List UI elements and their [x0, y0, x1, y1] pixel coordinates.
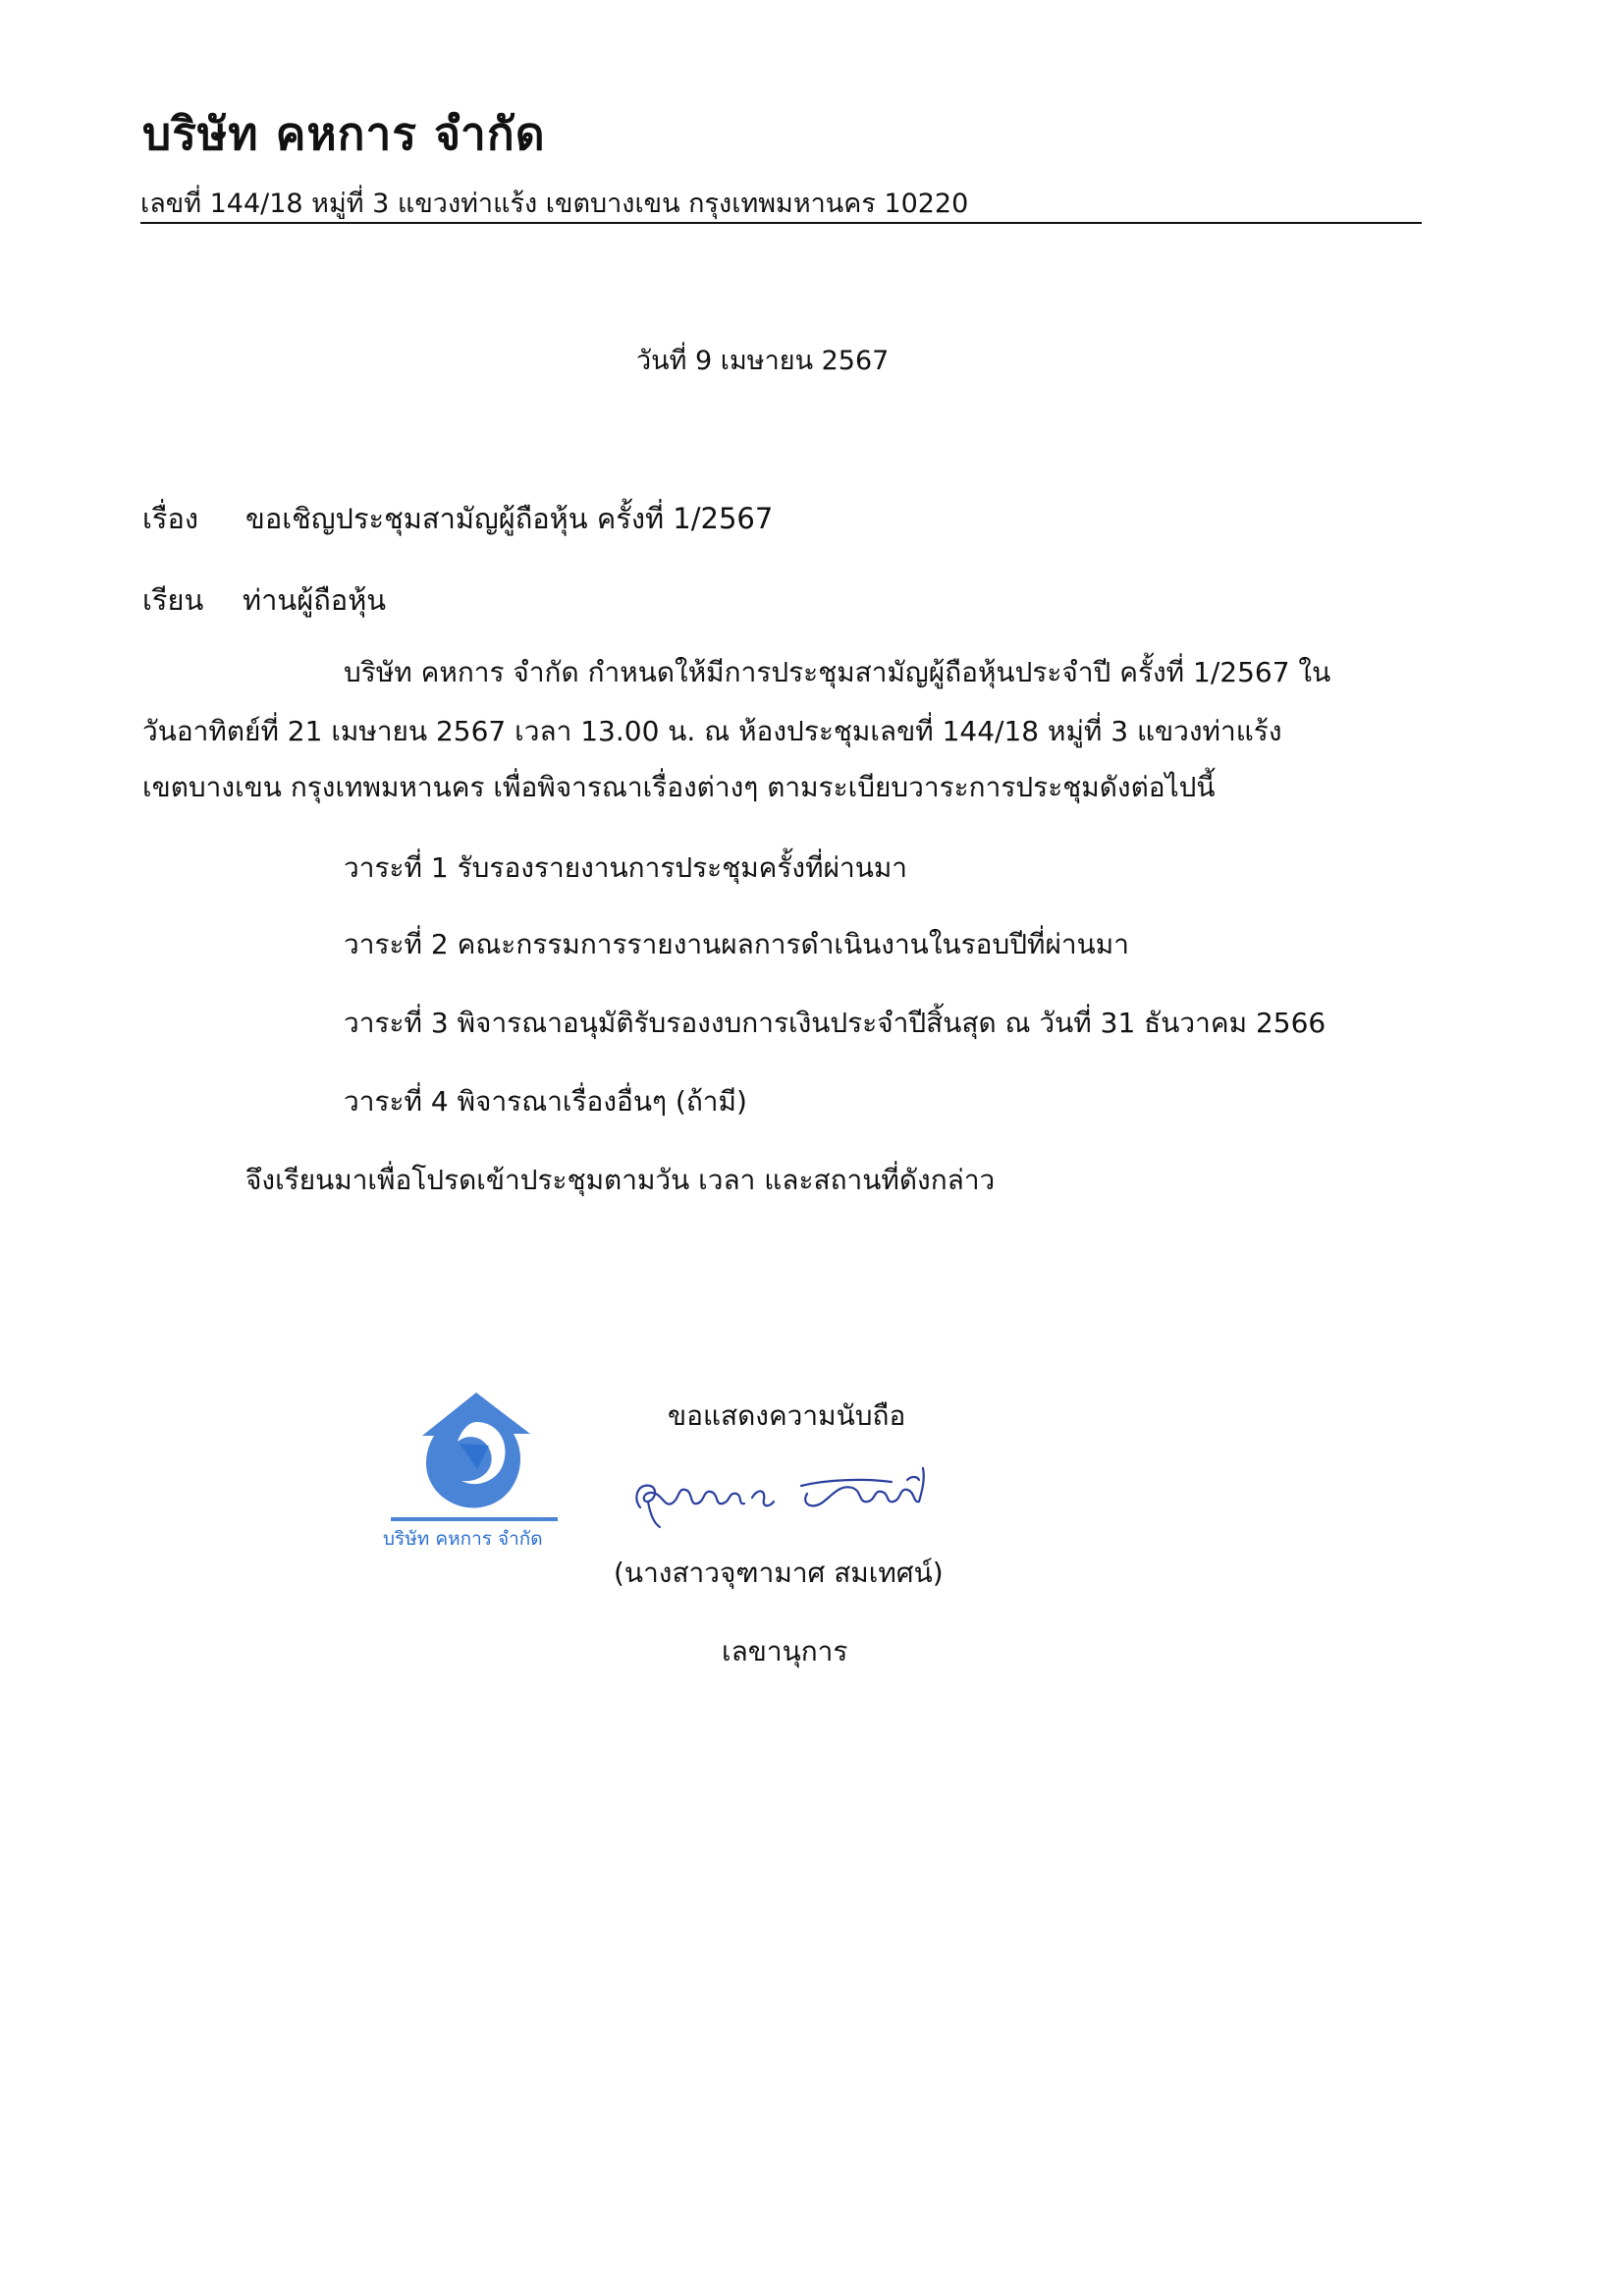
- recipient-text: ท่านผู้ถือหุ้น: [243, 583, 387, 617]
- header-divider: [140, 222, 1422, 224]
- closing-sentence: จึงเรียนมาเพื่อโปรดเข้าประชุมตามวัน เวลา และสถานที่ดังกล่าว: [245, 1164, 996, 1196]
- agenda-item: วาระที่ 1 รับรองรายงานการประชุมครั้งที่ผ่านมา: [344, 851, 908, 884]
- company-name: บริษัท คหการ จำกัด: [142, 107, 546, 160]
- body-line-2: วันอาทิตย์ที่ 21 เมษายน 2567 เวลา 13.00 น. ณ ห้องประชุมเลขที่ 144/18 หมู่ที่ 3 แขวงท่าแร้ง: [142, 715, 1282, 747]
- signer-name: (นางสาวจุฑามาศ สมเทศน์): [614, 1557, 944, 1589]
- stamp-label: บริษัท คหการ จำกัด: [383, 1528, 543, 1550]
- agenda-item: วาระที่ 3 พิจารณาอนุมัติรับรองงบการเงินประจำปีสิ้นสุด ณ วันที่ 31 ธันวาคม 2566: [344, 1007, 1326, 1039]
- closing-regards: ขอแสดงความนับถือ: [668, 1399, 906, 1432]
- signer-title: เลขานุการ: [722, 1635, 848, 1667]
- agenda-item: วาระที่ 4 พิจารณาเรื่องอื่นๆ (ถ้ามี): [344, 1085, 747, 1118]
- letter-date: วันที่ 9 เมษายน 2567: [636, 346, 890, 376]
- company-stamp-logo: [383, 1375, 569, 1542]
- subject-label: เรื่อง: [142, 502, 199, 535]
- agenda-item: วาระที่ 2 คณะกรรมการรายงานผลการดำเนินงานในรอบปีที่ผ่านมา: [344, 928, 1129, 960]
- subject-text: ขอเชิญประชุมสามัญผู้ถือหุ้น ครั้งที่ 1/2567: [245, 502, 774, 535]
- company-address: เลขที่ 144/18 หมู่ที่ 3 แขวงท่าแร้ง เขตบางเขน กรุงเทพมหานคร 10220: [140, 189, 969, 219]
- handwritten-signature: [628, 1458, 943, 1532]
- body-line-1: บริษัท คหการ จำกัด กำหนดให้มีการประชุมสามัญผู้ถือหุ้นประจำปี ครั้งที่ 1/2567 ใน: [344, 656, 1331, 688]
- body-line-3: เขตบางเขน กรุงเทพมหานคร เพื่อพิจารณาเรื่องต่างๆ ตามระเบียบวาระการประชุมดังต่อไปนี้: [142, 771, 1216, 803]
- recipient-label: เรียน: [142, 583, 204, 617]
